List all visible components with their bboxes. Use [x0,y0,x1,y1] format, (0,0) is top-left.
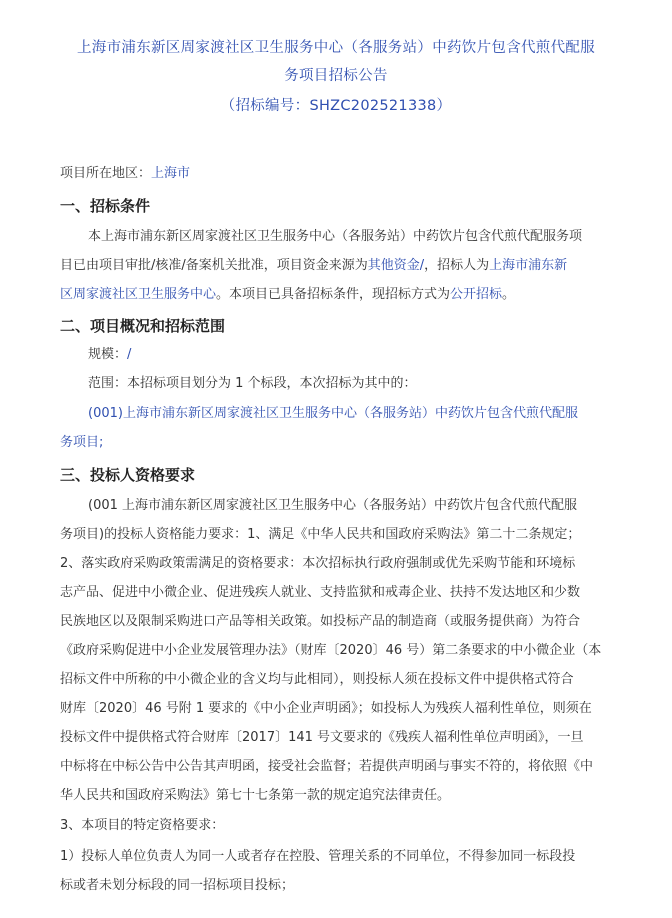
section-heading-3: 三、投标人资格要求 [60,466,196,484]
tenderer-name-part1: 上海市浦东新 [489,258,568,273]
sec3-line: 务项目)的投标人资格能力要求：1、满足《中华人民共和国政府采购法》第二十二条规定； [60,527,581,542]
sec3-line: 中标将在中标公告中公告其声明函，接受社会监督；若提供声明函与事实不符的，将依照《中 [60,759,594,774]
tender-number: （招标编号：SHZC202521338） [220,98,452,114]
notice-title-line2: 务项目招标公告 [284,68,388,84]
sec3-line: 投标文件中提供格式符合财库〔2017〕141 号文要求的《残疾人福利性单位声明函》，一旦 [60,730,584,745]
sec3-line: 《政府采购促进中小企业发展管理办法》（财库〔2020〕46 号）第二条要求的中小微企业（本 [60,643,602,658]
sec3-line: 志产品、促进中小微企业、促进残疾人就业、支持监狱和戒毒企业、扶持不发达地区和少数 [60,585,581,600]
sec3-line: 招标文件中所称的中小微企业的含义均与此相同），则投标人须在投标文件中提供格式符合 [60,672,574,687]
sec3-line: 财库〔2020〕46 号附 1 要求的《中小企业声明函》；如投标人为残疾人福利性单位，则须在 [60,701,592,716]
sec1-line-3: 区周家渡社区卫生服务中心。本项目已具备招标条件，现招标方式为公开招标。 [60,287,516,302]
region-value: 上海市 [151,166,191,181]
sec1-line-2: 目已由项目审批/核准/备案机关批准，项目资金来源为其他资金/，招标人为上海市浦东新 [60,258,568,273]
sec3-line: 1）投标人单位负责人为同一人或者存在控股、管理关系的不同单位，不得参加同一标段投 [60,849,576,864]
project-region [60,164,190,184]
region-label: 项目所在地区： [60,166,152,181]
section-heading-2: 二、项目概况和招标范围 [60,317,226,335]
sec3-line: 2、落实政府采购政策需满足的资格要求：本次招标执行政府强制或优先采购节能和环境标 [60,556,576,571]
fund-source: 其他资金/ [367,258,425,273]
notice-title-line1: 上海市浦东新区周家渡社区卫生服务中心（各服务站）中药饮片包含代煎代配服 [77,40,595,56]
sec3-line: 华人民共和国政府采购法》第七十七条第一款的规定追究法律责任。 [60,788,451,803]
sec1-line-1: 本上海市浦东新区周家渡社区卫生服务中心（各服务站）中药饮片包含代煎代配服务项 [88,229,583,244]
scale-line: 规模：/ [88,347,132,362]
tender-method: 公开招标 [450,287,503,302]
sec3-line: 民族地区以及限制采购进口产品等相关政策。如投标产品的制造商（或服务提供商）为符合 [60,614,581,629]
sec3-line: (001 上海市浦东新区周家渡社区卫生服务中心（各服务站）中药饮片包含代煎代配服 [88,498,578,513]
lot-line-1: (001)上海市浦东新区周家渡社区卫生服务中心（各服务站）中药饮片包含代煎代配服 [88,406,578,421]
sec3-line: 标或者未划分标段的同一招标项目投标； [60,878,295,893]
section-heading-1: 一、招标条件 [60,197,151,215]
tenderer-name-part2: 区周家渡社区卫生服务中心 [60,287,217,302]
sec3-line: 3、本项目的特定资格要求： [60,818,225,833]
scale-value: / [127,347,132,362]
range-line: 范围：本招标项目划分为 1 个标段，本次招标为其中的： [88,376,417,391]
lot-line-2: 务项目; [60,435,104,450]
